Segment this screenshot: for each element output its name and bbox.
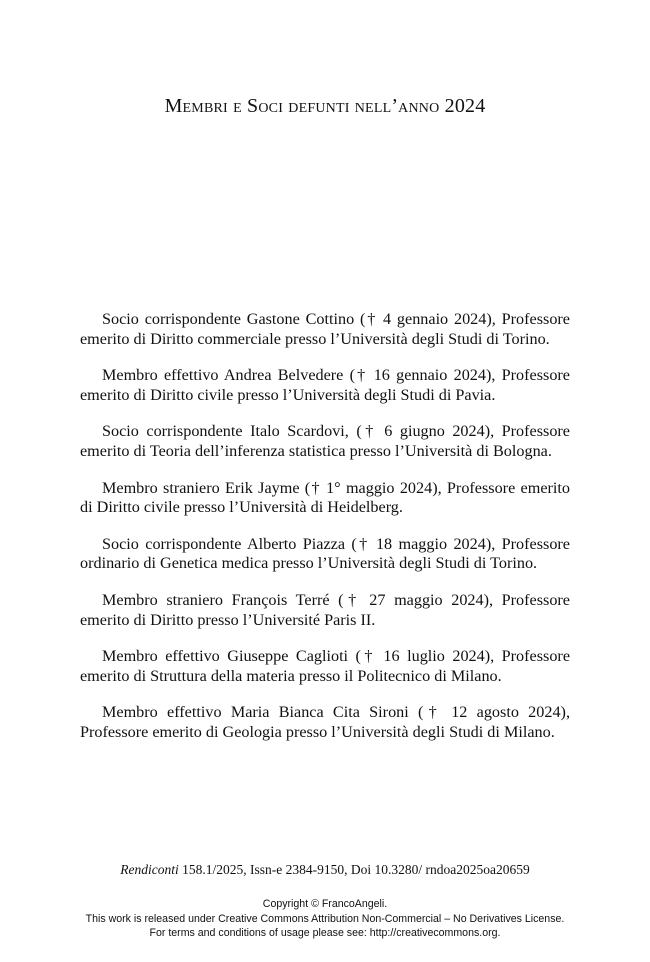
license-line: This work is released under Creative Commons Attribution Non-Commercial – No Derivatives License. [85, 912, 565, 925]
journal-citation [0, 862, 650, 878]
list-item: Membro straniero Erik Jayme († 1° maggio 2024), Professore emerito di Diritto civile presso l’Università di Heidelberg. [80, 478, 570, 517]
copyright-line: Copyright © FrancoAngeli. [262, 898, 388, 910]
page-title [0, 95, 650, 118]
journal-name: Rendiconti [120, 862, 179, 877]
list-item: Membro effettivo Giuseppe Caglioti († 16 luglio 2024), Professore emerito di Struttura della materia presso il Politecnico di Milano. [80, 647, 570, 685]
list-item: Socio corrispondente Gastone Cottino († 4 gennaio 2024), Professore emerito di Diritto commerciale presso l’Università degli Studi di Torino. [80, 310, 570, 348]
citation-details: 158.1/2025, Issn-e 2384-9150, Doi 10.3280/ rndoa2025oa20659 [178, 862, 530, 877]
list-item: Socio corrispondente Italo Scardovi, († 6 giugno 2024), Professore emerito di Teoria dell’inferenza statistica presso l’Università di Bologna. [80, 422, 570, 460]
terms-line: For terms and conditions of usage please see: http://creativecommons.org. [149, 927, 501, 939]
license-notice [0, 897, 650, 941]
list-item: Socio corrispondente Alberto Piazza († 18 maggio 2024), Professore ordinario di Genetica medica presso l’Università degli Studi di Torino. [80, 534, 570, 573]
page-title-text: Membri e Soci defunti nell’anno 2024 [164, 95, 486, 117]
list-item: Membro effettivo Maria Bianca Cita Sironi († 12 agosto 2024), Professore emerito di Geologia presso l’Università degli Studi di Milano. [80, 703, 570, 741]
obituary-list [80, 310, 570, 760]
list-item: Membro straniero François Terré († 27 maggio 2024), Professore emerito di Diritto presso l’Université Paris II. [80, 590, 570, 629]
list-item: Membro effettivo Andrea Belvedere († 16 gennaio 2024), Professore emerito di Diritto civile presso l’Università degli Studi di Pavia. [80, 366, 570, 404]
